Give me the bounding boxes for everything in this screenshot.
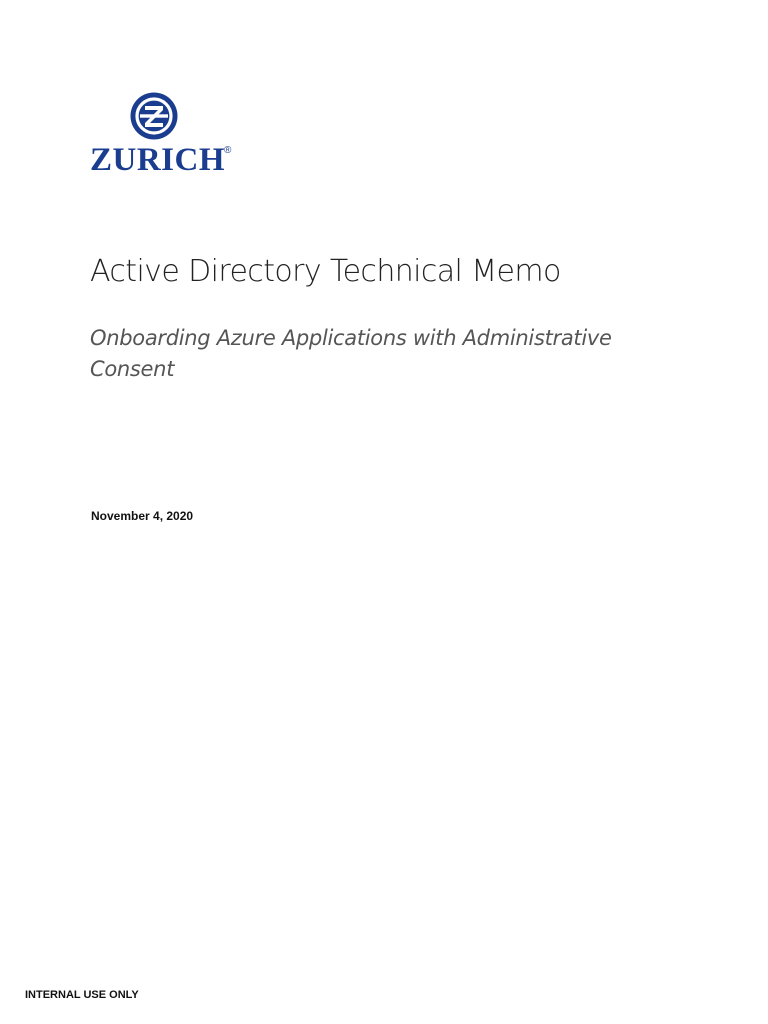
document-title: Active Directory Technical Memo [90,254,561,289]
zurich-z-emblem-icon [130,92,178,140]
registered-mark: ® [224,145,232,156]
classification-footer: INTERNAL USE ONLY [25,989,139,1001]
document-subtitle: Onboarding Azure Applications with Administrative Consent [90,326,612,381]
zurich-wordmark: ZURICH [90,142,226,178]
document-date: November 4, 2020 [91,509,194,523]
zurich-logo [88,92,248,186]
